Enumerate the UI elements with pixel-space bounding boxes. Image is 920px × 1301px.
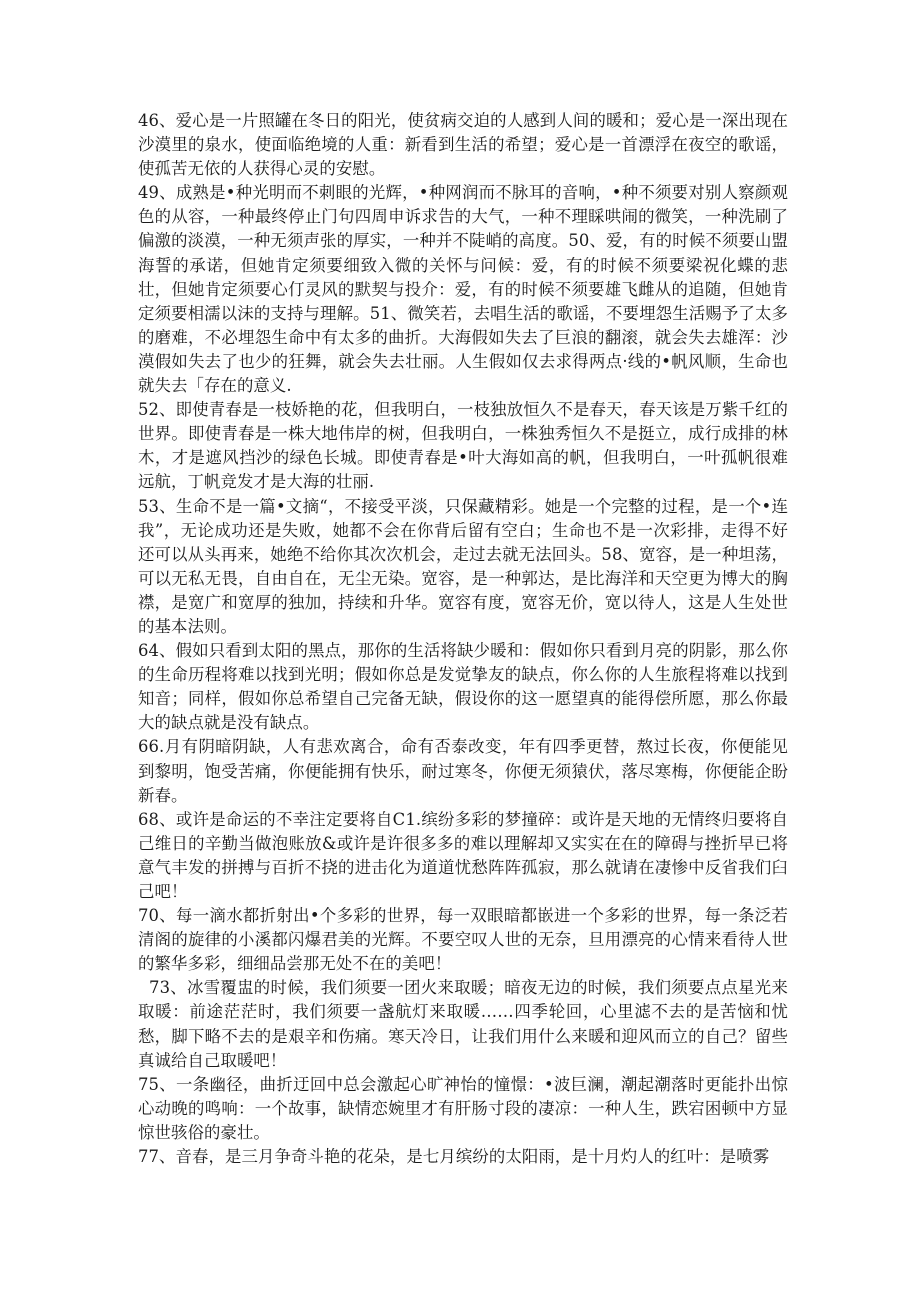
paragraph-73: 73、冰雪覆盅的时候，我们须要一团火来取暖；暗夜无边的时候，我们须要点点星光来取暖：前途茫茫时，我们须要一盏航灯来取暖……四季轮回，心里滤不去的是苦恼和忧愁，脚下略不去的是艰辛和伤痛。寒天冷日，让我们用什么来暖和迎风而立的自己？留些真诚给自己取暖吧！ <box>138 978 788 1070</box>
paragraph-77: 77、音春，是三月争奇斗艳的花朵，是七月缤纷的太阳雨，是十月灼人的红叶：是喷雾 <box>138 1147 770 1167</box>
paragraph-53: 53、生命不是一篇•文摘“，不接受平淡，只保藏精彩。她是一个完整的过程，是一个•连我”，无论成功还是失败，她都不会在你背后留有空白；生命也不是一次彩排，走得不好还可以从头再来，她绝不给你其次次机会，走过去就无法回头。58、宽容，是一种坦荡，可以无私无畏，自由自在，无尘无染。宽容，是一种郭达，是比海洋和天空更为博大的胸襟，是宽广和宽厚的独加，持续和升华。宽容有度，宽容无价，宽以待人，这是人生处世的基本法则。 <box>138 496 788 636</box>
paragraph-64: 64、假如只看到太阳的黑点，那你的生活将缺少暖和：假如你只看到月亮的阴影，那么你的生命历程将难以找到光明；假如你总是发觉挚友的缺点，你么你的人生旅程将难以找到知音；同样，假如你总希望自己完备无缺，假设你的这一愿望真的能得偿所愿，那么你最大的缺点就是没有缺点。 <box>138 641 788 733</box>
paragraph-70: 70、每一滴水都折射出•个多彩的世界，每一双眼暗都嵌进一个多彩的世界，每一条泛若清阁的旋律的小溪都闪爆君美的光辉。不要空叹人世的无奈，旦用漂亮的心情来看待人世的繁华多彩，细细品尝那无处不在的美吧！ <box>138 906 788 974</box>
paragraph-52: 52、即使青春是一枝娇艳的花，但我明白，一枝独放恒久不是春天，春天该是万紫千红的世界。即使青春是一株大地伟岸的树，但我明白，一株独秀恒久不是挺立，成行成排的林木，才是遮风挡沙的绿色长城。即使青春是•叶大海如高的帆，但我明白，一叶孤帆很难远航，丁帆竞发才是大海的壮丽. <box>138 400 788 492</box>
paragraph-68: 68、或许是命运的不幸注定要将自C1.缤纷多彩的梦撞碎：或许是天地的无情终归要将自己维日的辛勤当做泡账放&或许是许很多多的难以理解却又实实在在的障碍与挫折早已将意气丰发的拼搏与百折不挠的进击化为道道忧愁阵阵孤寂，那么就请在凄惨中反省我们臼己吧！ <box>138 809 788 901</box>
paragraph-66: 66.月有阴暗阴缺，人有悲欢离合，命有否泰改变，年有四季更替，熬过长夜，你便能见到黎明，饱受苦痛，你便能拥有快乐，耐过寒冬，你便无须猿伏，落尽寒梅，你便能企盼新春。 <box>138 737 788 805</box>
document-body <box>138 109 788 1169</box>
paragraph-46: 46、爱心是一片照罐在冬日的阳光，使贫病交迫的人感到人间的暖和；爱心是一深出现在沙漠里的泉水，使面临绝境的人重：新看到生活的希望；爱心是一首漂浮在夜空的歌谣，使孤苦无依的人获得心灵的安慰。 <box>138 111 788 179</box>
paragraph-49: 49、成熟是•种光明而不刺眼的光辉，•种网润而不脉耳的音响，•种不须要对别人察颜观色的从容，一种最终停止门句四周申诉求告的大气，一种不理睬哄闹的微笑，一种洗刷了偏激的淡漠，一种无须声张的厚实，一种并不陡峭的高度。50、爱，有的时候不须要山盟海誓的承诺，但她肯定须要细致入微的关怀与问候：爱，有的时候不须要梁祝化蝶的悲壮，但她肯定须要心仃灵风的默契与投介：爱，有的时候不须要雄飞雌从的追随，但她肯定须要相濡以沫的支持与理解。51、微笑若，去唱生活的歌谣，不要埋怨生活赐予了太多的磨难，不必埋怨生命中有太多的曲折。大海假如失去了巨浪的翻滚，就会失去雄浑：沙漠假如失去了也少的狂舞，就会失去壮丽。人生假如仅去求得两点·线的•帆风顺，生命也就失去「存在的意义. <box>138 183 788 396</box>
paragraph-75: 75、一条幽径，曲折迂回中总会激起心旷神怡的憧憬：•波巨澜，潮起潮落时更能扑出惊心动晚的鸣响：一个故事，缺情恋婉里才有肝肠寸段的凄凉：一种人生，跌宕困顿中方显惊世骇俗的豪壮。 <box>138 1074 788 1142</box>
